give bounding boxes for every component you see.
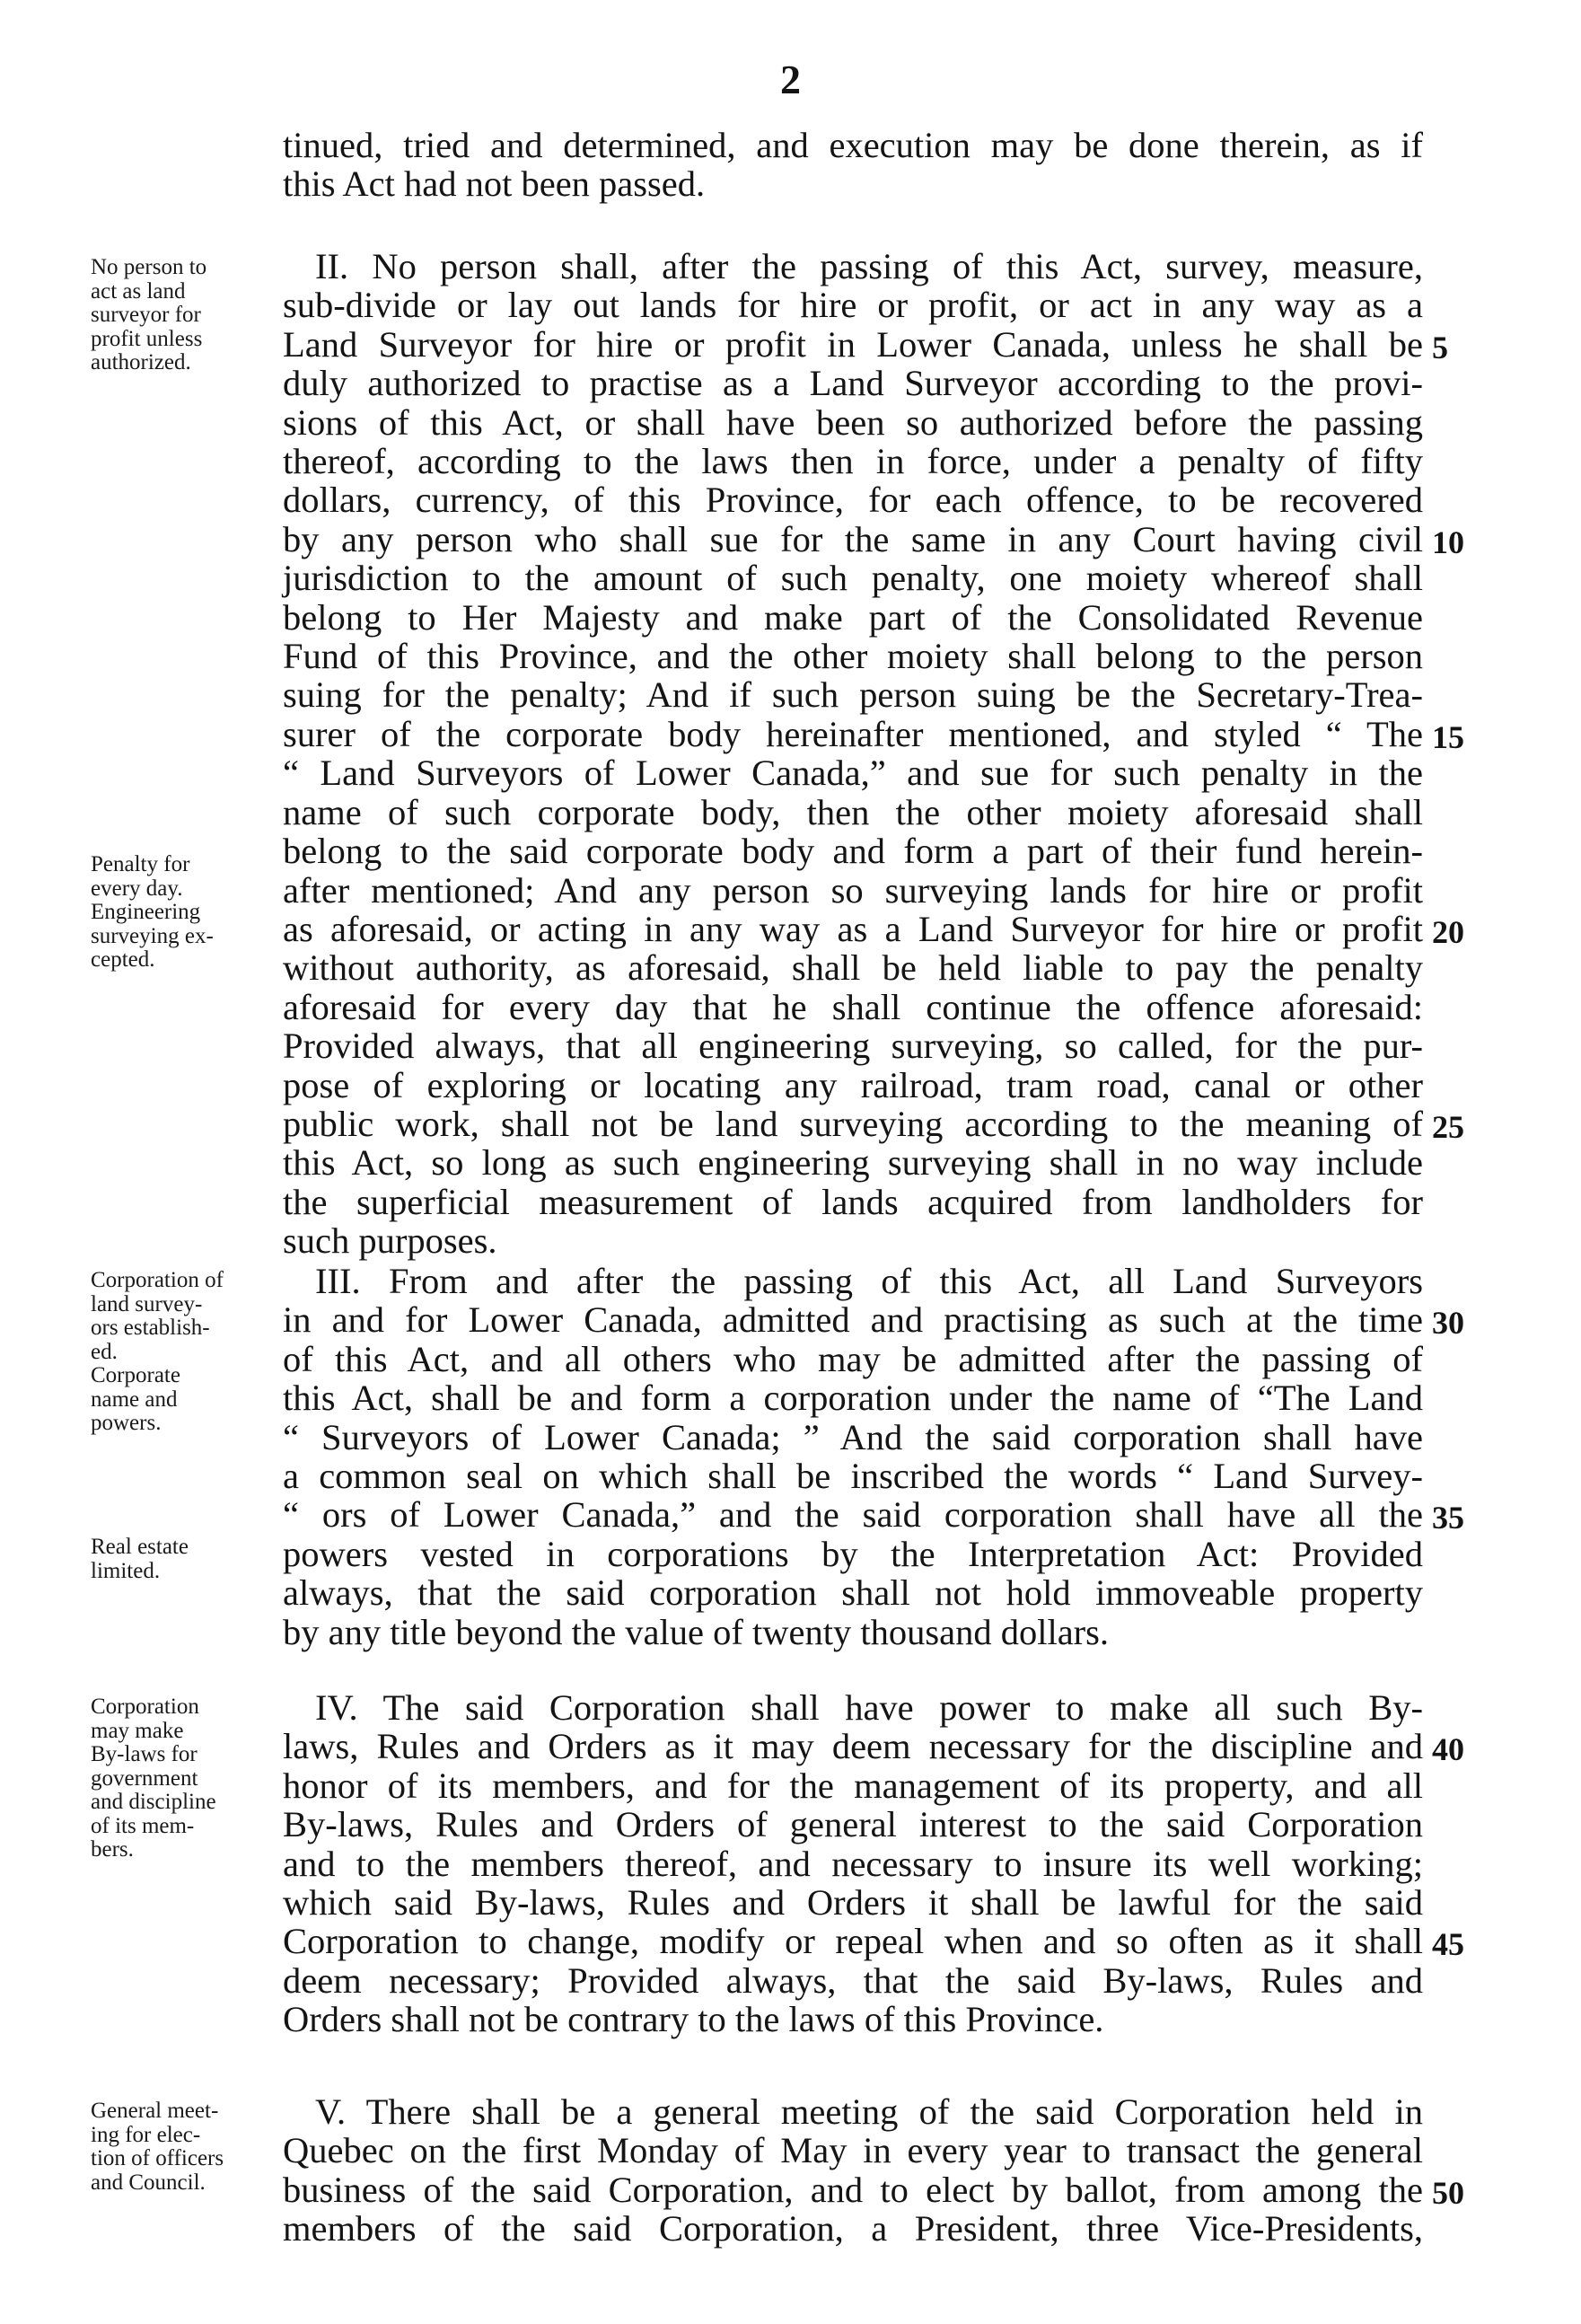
- section-body: [283, 247, 1423, 1261]
- text-line: aforesaid for every day that he shall continue the offence aforesaid:: [283, 986, 1423, 1027]
- marginal-note-line: By-laws for: [91, 1742, 198, 1766]
- marginal-note-line: powers.: [91, 1411, 162, 1435]
- line-number: 30: [1432, 1305, 1464, 1342]
- text-line: Quebec on the first Monday of May in every year to transact the general: [283, 2130, 1423, 2171]
- text-line: suing for the penalty; And if such person suing be the Secretary-Trea-: [283, 674, 1423, 716]
- section-body: [283, 2092, 1423, 2249]
- text-line: V. There shall be a general meeting of the said Corporation held in: [315, 2091, 1423, 2132]
- marginal-note-line: bers.: [91, 1837, 134, 1862]
- marginal-note-line: Corporation of: [91, 1268, 224, 1292]
- text-line: this Act, so long as such engineering surveying shall in no way include: [283, 1142, 1423, 1184]
- marginal-note-line: authorized.: [91, 350, 191, 374]
- text-line: of this Act, and all others who may be admitted after the passing of: [283, 1338, 1423, 1379]
- line-number: 5: [1432, 329, 1448, 365]
- text-line: and to the members thereof, and necessary to insure its well working;: [283, 1843, 1423, 1884]
- marginal-note-line: cepted.: [91, 947, 155, 972]
- marginal-note-line: Penalty for: [91, 852, 190, 876]
- marginal-note-line: tion of officers: [91, 2146, 224, 2170]
- marginal-note: [91, 256, 270, 375]
- text-line: sions of this Act, or shall have been so authorized before the passing: [283, 401, 1423, 443]
- marginal-note-line: ing for elec-: [91, 2122, 201, 2147]
- marginal-note-line: government: [91, 1765, 198, 1791]
- text-line: tinued, tried and determined, and execution may be done therein, as if: [283, 125, 1423, 165]
- text-line: “ Surveyors of Lower Canada; ” And the said corporation shall have: [283, 1416, 1423, 1457]
- section-body: [283, 126, 1423, 204]
- text-line: sub-divide or lay out lands for hire or profit, or act in any way as a: [283, 285, 1423, 326]
- text-line: by any title beyond the value of twenty thousand dollars.: [283, 1611, 1110, 1652]
- text-line: members of the said Corporation, a President, three Vice-Presidents,: [283, 2208, 1423, 2249]
- text-line: II. No person shall, after the passing of this Act, survey, measure,: [315, 246, 1423, 286]
- text-line: belong to the said corporate body and form a part of their fund herein-: [283, 831, 1423, 872]
- line-number: 20: [1432, 913, 1464, 950]
- marginal-note-line: ors establish-: [91, 1316, 210, 1340]
- text-line: always, that the said corporation shall not hold immoveable property: [283, 1572, 1423, 1614]
- marginal-note-line: every day.: [91, 876, 183, 901]
- line-number: 45: [1432, 1926, 1464, 1963]
- text-line: as aforesaid, or acting in any way as a Land Surveyor for hire or profit: [283, 908, 1423, 949]
- marginal-note-line: act as land: [91, 278, 186, 304]
- text-line: after mentioned; And any person so surveying lands for hire or profit: [283, 869, 1423, 911]
- text-line: deem necessary; Provided always, that the said By-laws, Rules and: [283, 1959, 1423, 2001]
- text-line: laws, Rules and Orders as it may deem necessary for the discipline and: [283, 1726, 1423, 1767]
- marginal-note-line: General meet-: [91, 2099, 219, 2123]
- text-line: thereof, according to the laws then in force, under a penalty of fifty: [283, 441, 1423, 482]
- text-line: “ ors of Lower Canada,” and the said corporation shall have all the: [283, 1494, 1423, 1536]
- marginal-note-line: Corporation: [91, 1695, 199, 1719]
- text-line: such purposes.: [283, 1220, 497, 1262]
- text-line: honor of its members, and for the management of its property, and all: [283, 1765, 1423, 1806]
- marginal-note: [91, 1269, 270, 1436]
- text-line: in and for Lower Canada, admitted and practising as such at the time: [283, 1299, 1423, 1341]
- text-line: III. From and after the passing of this Act, all Land Surveyors: [315, 1261, 1423, 1301]
- marginal-note-line: profit unless: [91, 326, 203, 351]
- text-line: name of such corporate body, then the other moiety aforesaid shall: [283, 791, 1423, 832]
- text-line: the superficial measurement of lands acquired from landholders for: [283, 1181, 1423, 1222]
- line-number: 50: [1432, 2174, 1464, 2211]
- text-line: Orders shall not be contrary to the laws of this Province.: [283, 1999, 1104, 2040]
- line-number: 35: [1432, 1500, 1464, 1536]
- text-line: a common seal on which shall be inscribed the words “ Land Survey-: [283, 1456, 1423, 1497]
- page-number: 2: [780, 57, 801, 102]
- text-line: duly authorized to practise as a Land Surveyor according to the provi-: [283, 363, 1423, 404]
- marginal-note-line: surveying ex-: [91, 923, 214, 948]
- text-line: dollars, currency, of this Province, for each offence, to be recovered: [283, 480, 1423, 521]
- text-line: this Act, shall be and form a corporation under the name of “The Land: [283, 1378, 1423, 1419]
- text-line: Land Surveyor for hire or profit in Lower Canada, unless he shall be: [283, 323, 1423, 365]
- text-line: pose of exploring or locating any railroad, tram road, canal or other: [283, 1064, 1423, 1105]
- text-line: business of the said Corporation, and to elect by ballot, from among the: [283, 2169, 1423, 2210]
- text-line: powers vested in corporations by the Interpretation Act: Provided: [283, 1533, 1423, 1574]
- marginal-note: [91, 1695, 270, 1862]
- marginal-note: [91, 2100, 270, 2195]
- marginal-note-line: surveyor for: [91, 303, 201, 327]
- marginal-note-line: No person to: [91, 255, 207, 279]
- text-line: “ Land Surveyors of Lower Canada,” and sue for such penalty in the: [283, 753, 1423, 794]
- marginal-note-line: Real estate: [91, 1535, 189, 1559]
- marginal-note-line: name and: [91, 1386, 178, 1412]
- line-number: 15: [1432, 718, 1464, 755]
- marginal-note-line: Corporate: [91, 1363, 180, 1387]
- line-number: 40: [1432, 1731, 1464, 1768]
- line-number: 25: [1432, 1108, 1464, 1145]
- text-line: belong to Her Majesty and make part of the Consolidated Revenue: [283, 596, 1423, 638]
- line-number: 10: [1432, 524, 1464, 560]
- text-line: Corporation to change, modify or repeal when and so often as it shall: [283, 1921, 1423, 1962]
- marginal-note-line: limited.: [91, 1558, 161, 1583]
- marginal-note: [91, 1536, 270, 1583]
- text-line: public work, shall not be land surveying according to the meaning of: [283, 1103, 1423, 1144]
- marginal-note-line: Engineering: [91, 900, 201, 924]
- marginal-note: [91, 853, 270, 973]
- text-line: by any person who shall sue for the same in any Court having civil: [283, 518, 1423, 559]
- section-body: [283, 1688, 1423, 2039]
- text-line: IV. The said Corporation shall have power to make all such By-: [315, 1687, 1423, 1728]
- marginal-note-line: land survey-: [91, 1291, 203, 1316]
- marginal-note-line: ed.: [91, 1339, 118, 1364]
- text-line: this Act had not been passed.: [283, 163, 706, 205]
- text-line: Provided always, that all engineering surveying, so called, for the pur-: [283, 1026, 1423, 1067]
- marginal-note-line: may make: [91, 1718, 184, 1743]
- section-body: [283, 1262, 1423, 1651]
- text-line: Fund of this Province, and the other moiety shall belong to the person: [283, 636, 1423, 677]
- marginal-note-line: and discipline: [91, 1790, 216, 1814]
- text-line: surer of the corporate body hereinafter mentioned, and styled “ The: [283, 713, 1423, 754]
- marginal-note-line: and Council.: [91, 2170, 206, 2195]
- marginal-note-line: of its mem-: [91, 1813, 195, 1838]
- text-line: without authority, as aforesaid, shall be held liable to pay the penalty: [283, 947, 1423, 989]
- text-line: By-laws, Rules and Orders of general interest to the said Corporation: [283, 1804, 1423, 1845]
- text-line: which said By-laws, Rules and Orders it shall be lawful for the said: [283, 1882, 1423, 1923]
- text-line: jurisdiction to the amount of such penalty, one moiety whereof shall: [283, 558, 1423, 599]
